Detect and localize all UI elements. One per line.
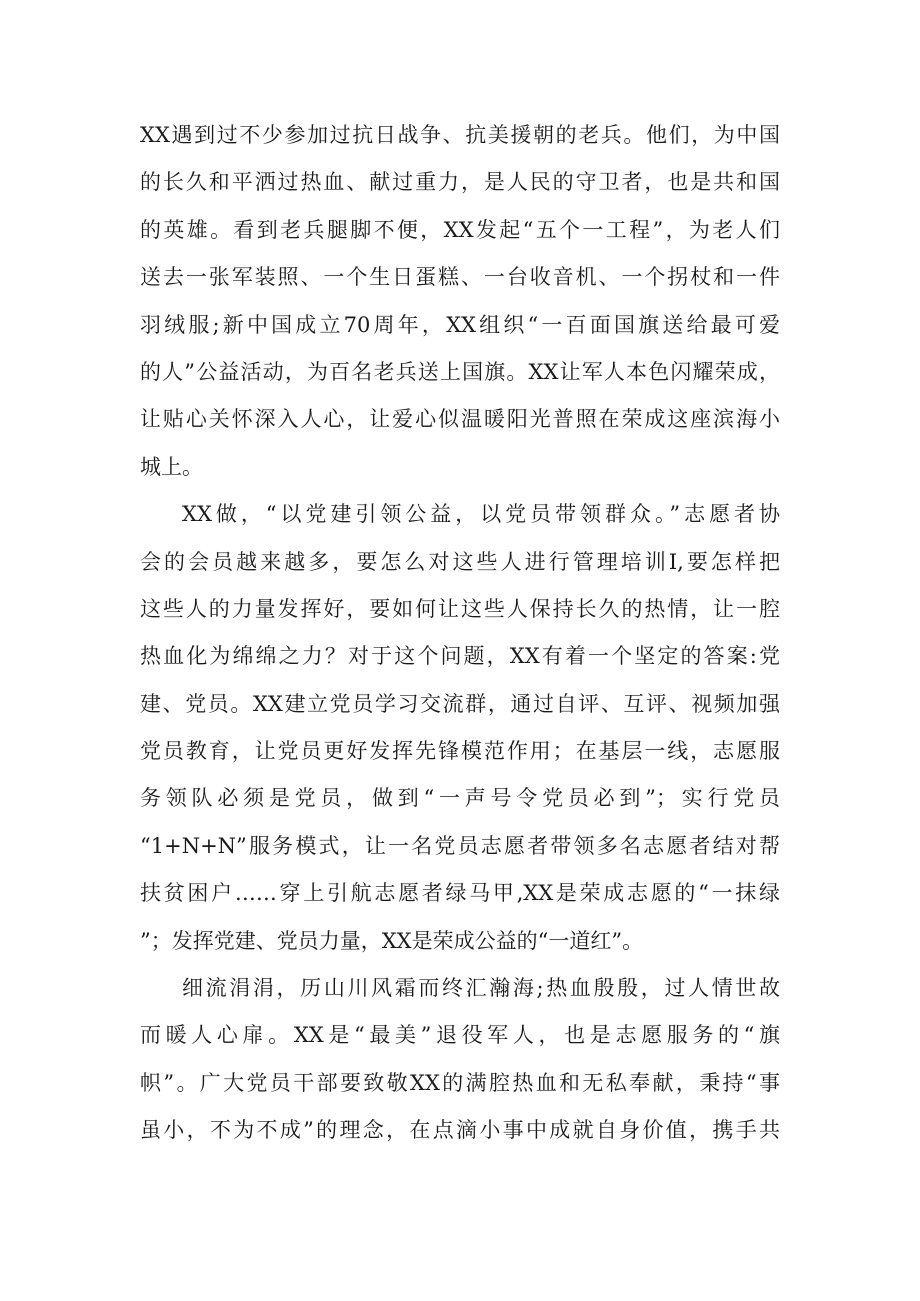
text-line: 热血化为绵绵之力？对于这个问题，XX有着一个坚定的答案:党 <box>140 644 780 669</box>
paragraph-2 <box>140 491 780 965</box>
text-line: 会的会员越来越多，要怎么对这些人进行管理培训I,要怎样把 <box>140 549 780 574</box>
text-line: XX做，“以党建引领公益，以党员带领群众。”志愿者协 <box>182 502 780 527</box>
text-line: 扶贫困户……穿上引航志愿者绿马甲,XX是荣成志愿的“一抹绿 <box>140 881 780 906</box>
text-line: 的英雄。看到老兵腿脚不便，XX发起“五个一工程”，为老人们 <box>140 217 780 242</box>
text-line: 细流涓涓，历山川风霜而终汇瀚海;热血殷殷，过人情世故 <box>182 976 780 1001</box>
text-line: 建、党员。XX建立党员学习交流群，通过自评、互评、视频加强 <box>140 691 780 716</box>
text-line: XX遇到过不少参加过抗日战争、抗美援朝的老兵。他们，为中国 <box>140 123 780 147</box>
text-line: 帜”。广大党员干部要致敬XX的满腔热血和无私奉献，秉持“事 <box>140 1070 780 1095</box>
text-line: 让贴心关怀深入人心，让爱心似温暖阳光普照在荣成这座滨海小 <box>140 407 780 432</box>
text-line: 送去一张军装照、一个生日蛋糕、一台收音机、一个拐杖和一件 <box>140 265 780 290</box>
text-line: 党员教育，让党员更好发挥先锋模范作用；在基层一线，志愿服 <box>140 739 780 764</box>
document-body <box>140 112 780 1155</box>
paragraph-3 <box>140 965 780 1155</box>
text-line: 城上。 <box>140 454 203 479</box>
text-line: 羽绒服;新中国成立70周年，XX组织“一百面国旗送给最可爱 <box>140 312 780 337</box>
text-line: 这些人的力量发挥好，要如何让这些人保持长久的热情，让一腔 <box>140 596 780 621</box>
text-line: 务领队必须是党员，做到“一声号令党员必到”；实行党员 <box>140 786 780 811</box>
text-line: ”；发挥党建、党员力量，XX是荣成公益的“一道红”。 <box>140 928 644 953</box>
text-line: 而暖人心扉。XX是“最美”退役军人，也是志愿服务的“旗 <box>140 1023 780 1048</box>
text-line: 的长久和平洒过热血、献过重力，是人民的守卫者，也是共和国 <box>140 170 780 195</box>
text-line: 的人”公益活动，为百名老兵送上国旗。XX让军人本色闪耀荣成， <box>140 359 780 384</box>
paragraph-1 <box>140 112 780 491</box>
text-line: “1+N+N”服务模式，让一名党员志愿者带领多名志愿者结对帮 <box>140 833 780 858</box>
text-line: 虽小，不为不成”的理念，在点滴小事中成就自身价值，携手共 <box>140 1118 780 1143</box>
